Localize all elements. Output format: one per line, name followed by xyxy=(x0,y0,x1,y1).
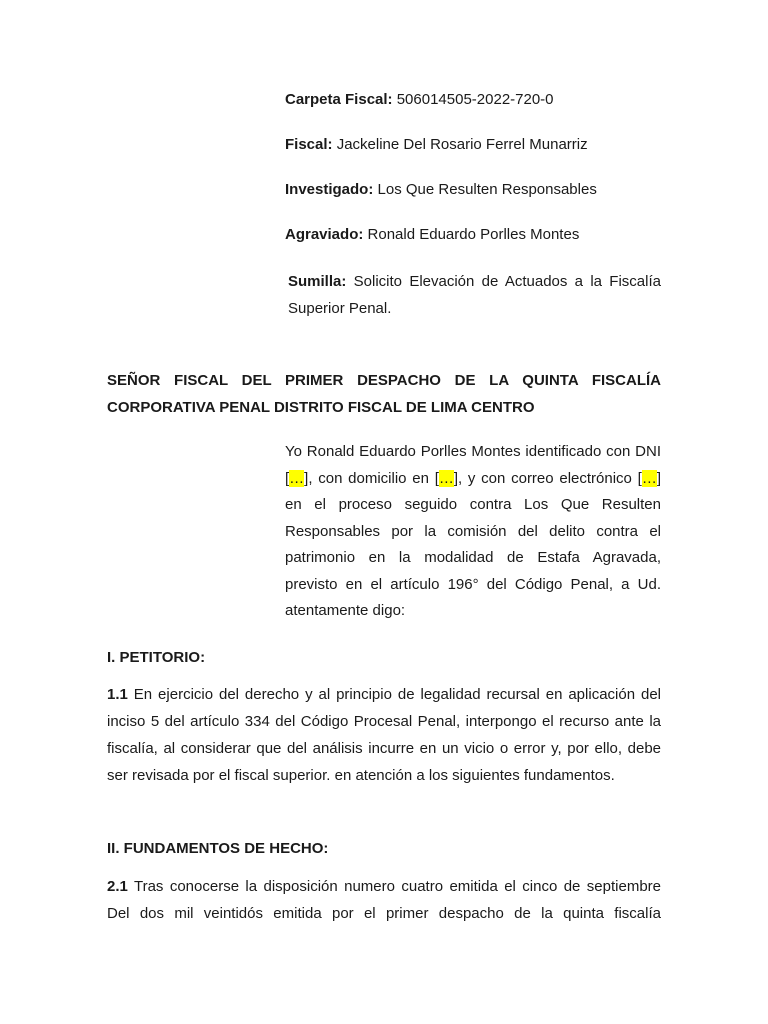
redacted-correo: … xyxy=(641,469,657,487)
carpeta-fiscal-value: 506014505-2022-720-0 xyxy=(392,91,554,108)
carpeta-fiscal-line xyxy=(285,90,554,110)
fiscal-line xyxy=(285,135,588,155)
carpeta-fiscal-label: Carpeta Fiscal: xyxy=(285,91,393,108)
agraviado-label: Agraviado: xyxy=(285,226,364,243)
petitorio-text: En ejercicio del derecho y al principio de legalidad recursal en aplicación del inciso 5 del artículo 334 del Código Procesal Penal, interpongo el recurso ante la fiscalía, al considerar que del análisis incurre en un vicio o error y, por ello, debe ser revisada por el fiscal superior. en atención a los siguientes fundamentos. xyxy=(107,686,661,784)
petitorio-title: I. PETITORIO: xyxy=(107,649,206,666)
agraviado-value: Ronald Eduardo Porlles Montes xyxy=(363,226,580,243)
redacted-domicilio: … xyxy=(438,469,454,487)
investigado-label: Investigado: xyxy=(285,181,374,198)
sumilla-value: Solicito Elevación de Actuados a la Fiscalía Superior Penal. xyxy=(288,273,661,317)
fundamentos-number: 2.1 xyxy=(107,878,128,895)
fundamentos-paragraph xyxy=(107,873,661,927)
intro-text-1: Yo Ronald Eduardo Porlles Montes identificado con DNI [ xyxy=(285,443,661,487)
redacted-dni: … xyxy=(289,469,305,487)
intro-paragraph xyxy=(285,439,661,625)
petitorio-paragraph xyxy=(107,681,661,789)
fiscal-label: Fiscal: xyxy=(285,136,333,153)
agraviado-line xyxy=(285,225,579,245)
intro-text-3: ], y con correo electrónico [ xyxy=(453,469,642,487)
fiscal-value: Jackeline Del Rosario Ferrel Munarriz xyxy=(332,136,588,153)
intro-text-2: ], con domicilio en [ xyxy=(304,469,439,487)
fundamentos-text: Tras conocerse la disposición numero cuatro emitida el cinco de septiembre Del dos mil veintidós emitida por el primer despacho de la quinta fiscalía xyxy=(107,878,661,922)
addressee-line-1: SEÑOR FISCAL DEL PRIMER DESPACHO DE LA QUINTA FISCALÍA xyxy=(107,372,661,389)
addressee-line-2: CORPORATIVA PENAL DISTRITO FISCAL DE LIMA CENTRO xyxy=(107,399,535,416)
investigado-value: Los Que Resulten Responsables xyxy=(373,181,597,198)
intro-text-4: ] en el proceso seguido contra Los Que Resulten Responsables por la comisión del delito contra el patrimonio en la modalidad de Estafa Agravada, previsto en el artículo 196° del Código Penal, a Ud. atentamente digo: xyxy=(285,469,661,619)
sumilla-block xyxy=(288,268,661,322)
investigado-line xyxy=(285,180,597,200)
sumilla-label: Sumilla: xyxy=(288,273,347,290)
fundamentos-title: II. FUNDAMENTOS DE HECHO: xyxy=(107,840,329,857)
petitorio-number: 1.1 xyxy=(107,686,128,703)
